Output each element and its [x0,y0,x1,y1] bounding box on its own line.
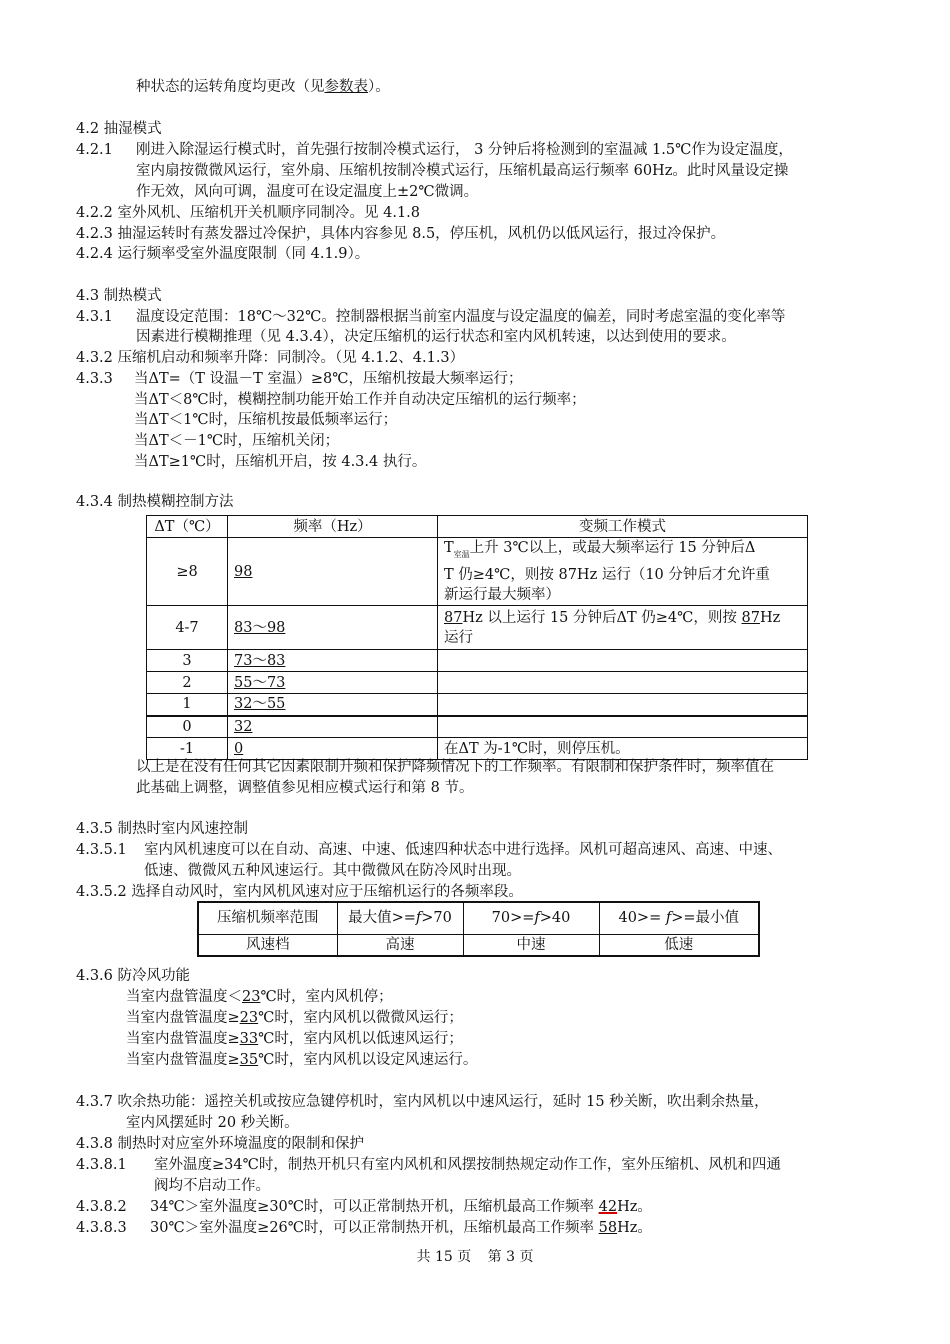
para-4-3-8-2-num: 4.3.8.2 [76,1199,127,1215]
range-var: f [534,910,540,927]
intro-text-end: ）。 [368,79,390,95]
para-4-3-3-line1: 当ΔT=（T 设温－T 室温）≥8℃，压缩机按最大频率运行； [134,371,523,387]
table-note-line1: 以上是在没有任何其它因素限制升频和保护降频情况下的工作频率。有限制和保护条件时，频率值在 [136,759,774,775]
para-4-3-4-title: 4.3.4 制热模糊控制方法 [76,494,234,510]
cell-mode [438,538,808,606]
mode-value: 87 [444,609,463,626]
cell-frequency-range-label: 压缩机频率范围 [198,902,337,934]
para-4-3-3-line3: 当ΔT＜1℃时，压缩机按最低频率运行； [134,412,398,428]
table-note-line2: 此基础上调整，调整值参见相应模式运行和第 8 节。 [136,780,474,796]
section-4-3-8-title: 4.3.8 制热时对应室外环境温度的限制和保护 [76,1136,365,1152]
cell-delta-t: 0 [147,716,228,738]
cell-range-mid [463,902,599,934]
table-header-row [147,516,808,538]
section-4-2-title: 4.2 抽湿模式 [76,121,162,137]
para-4-3-1-line1: 温度设定范围：18℃～32℃。控制器根据当前室内温度与设定温度的偏差，同时考虑室温的变化率等 [136,309,786,325]
cell-frequency [228,538,438,606]
frequency-value: 83～98 [234,619,286,636]
cell-mode [438,716,808,738]
range-text: >=最小值 [671,910,740,927]
frequency-value: 32～55 [234,696,286,713]
mode-value: 87 [741,609,760,626]
para-4-3-7-line1: 4.3.7 吹余热功能：遥控关机或按应急键停机时，室内风机以中速风运行，延时 15 秒关断，吹出剩余热量， [76,1094,769,1110]
cell-speed-high: 高速 [337,934,463,956]
anti-cold-line3 [126,1029,463,1050]
freq-value: 42 [598,1199,618,1215]
fan-speed-table [197,901,760,957]
range-text: 40>= [618,910,666,927]
para-4-3-8-1-line2: 阀均不启动工作。 [154,1178,270,1194]
temp-value: 23 [239,1010,259,1026]
cell-mode [438,694,808,716]
frequency-value: 73～83 [234,652,286,669]
para-4-3-3-line4: 当ΔT＜－1℃时，压缩机关闭； [134,433,340,449]
line-text: 当室内盘管温度＜ [126,989,242,1005]
line-text: ℃时，室内风机以设定风速运行。 [258,1052,478,1068]
line-text: 当室内盘管温度≥ [126,1010,240,1026]
mode-subscript: 室温 [453,550,470,559]
frequency-value: 55～73 [234,674,286,691]
cell-frequency [228,606,438,650]
para-4-3-5-1-num: 4.3.5.1 [76,842,127,858]
mode-text: T [444,540,454,556]
range-var: f [415,910,422,927]
section-4-3-6-title: 4.3.6 防冷风功能 [76,968,191,984]
para-4-3-5-2: 4.3.5.2 选择自动风时，室内风机风速对应于压缩机运行的各频率段。 [76,884,523,900]
cell-frequency [228,650,438,672]
mode-text: Hz [759,609,781,626]
para-4-3-1-num: 4.3.1 [76,309,113,325]
section-4-3-5-title: 4.3.5 制热时室内风速控制 [76,821,249,837]
para-4-2-1-num: 4.2.1 [76,142,113,158]
para-4-2-1-line2: 室内扇按微微风运行，室外扇、压缩机按制冷模式运行，压缩机最高运行频率 60Hz。此时风量设定操 [136,163,789,179]
cell-delta-t: 3 [147,650,228,672]
fuzzy-control-table [146,515,808,760]
cell-delta-t: -1 [147,738,228,760]
cell-speed-low: 低速 [599,934,759,956]
range-var: f [665,910,672,927]
intro-line [136,77,390,98]
section-4-3-title: 4.3 制热模式 [76,288,162,304]
cell-delta-t: ≥8 [147,538,228,606]
cell-speed-mid: 中速 [463,934,599,956]
para-4-3-8-3-text [150,1218,652,1239]
header-frequency: 频率（Hz） [228,516,438,538]
page-footer [0,1247,950,1268]
para-4-3-2: 4.3.2 压缩机启动和频率升降：同制冷。（见 4.1.2、4.1.3） [76,350,465,366]
range-text: 70>= [491,910,535,927]
line-text: 30℃＞室外温度≥26℃时，可以正常制热开机，压缩机最高工作频率 [150,1220,599,1236]
table-row [147,538,808,606]
line-text: 当室内盘管温度≥ [126,1052,240,1068]
anti-cold-line2 [126,1008,463,1029]
line-text: 34℃＞室外温度≥30℃时，可以正常制热开机，压缩机最高工作频率 [150,1199,599,1215]
table-row [147,672,808,694]
cell-frequency [228,672,438,694]
para-4-2-1-line1: 刚进入除湿运行模式时，首先强行按制冷模式运行， 3 分钟后将检测到的室温减 1.5℃作为设定温度， [136,142,793,158]
para-4-3-8-1-line1: 室外温度≥34℃时，制热开机只有室内风机和风摆按制热规定动作工作，室外压缩机、风机和四通 [154,1157,781,1173]
para-4-3-8-2-text [150,1197,652,1218]
temp-value: 35 [239,1052,259,1068]
cell-mode [438,672,808,694]
line-text: ℃时，室内风机停； [260,989,393,1005]
para-4-3-3-line5: 当ΔT≥1℃时，压缩机开启，按 4.3.4 执行。 [134,454,427,470]
para-4-2-2: 4.2.2 室外风机、压缩机开关机顺序同制冷。见 4.1.8 [76,205,421,221]
intro-text: 种状态的运转角度均更改（见 [136,79,325,95]
para-4-2-1-line3: 作无效，风向可调，温度可在设定温度上±2℃微调。 [136,184,479,200]
range-text: >40 [539,910,571,927]
cell-delta-t: 1 [147,694,228,716]
para-4-2-3: 4.2.3 抽湿运转时有蒸发器过冷保护，具体内容参见 8.5，停压机，风机仍以低风运行，报过冷保护。 [76,226,726,242]
line-text: Hz。 [617,1199,652,1215]
line-text: Hz。 [617,1220,652,1236]
para-4-2-4: 4.2.4 运行频率受室外温度限制（同 4.1.9）。 [76,246,370,262]
para-4-3-5-1-line1: 室内风机速度可以在自动、高速、中速、低速四种状态中进行选择。风机可超高速风、高速、中速、 [144,842,782,858]
cell-range-low [599,902,759,934]
fan-table-row-range [198,902,759,934]
table-row [147,694,808,716]
cell-range-high [337,902,463,934]
cell-mode [438,606,808,650]
para-4-3-8-3-num: 4.3.8.3 [76,1220,127,1236]
mode-text-line2: 运行 [444,629,473,646]
current-page: 第 3 页 [487,1249,534,1265]
fan-table-row-speed [198,934,759,956]
header-delta-t: ΔT（℃） [147,516,228,538]
para-4-3-1-line2: 因素进行模糊推理（见 4.3.4），决定压缩机的运行状态和室内风机转速，以达到使用的要求。 [136,329,736,345]
table-row [147,606,808,650]
temp-value: 33 [239,1031,259,1047]
anti-cold-line4 [126,1050,477,1071]
header-mode: 变频工作模式 [438,516,808,538]
temp-value: 23 [242,989,261,1005]
para-4-3-8-1-num: 4.3.8.1 [76,1157,127,1173]
para-4-3-3-num: 4.3.3 [76,371,113,387]
para-4-3-7-line2: 室内风摆延时 20 秒关断。 [126,1115,299,1131]
line-text: ℃时，室内风机以微微风运行； [258,1010,463,1026]
freq-value: 58 [598,1220,618,1236]
mode-text: Hz 以上运行 15 分钟后ΔT 仍≥4℃，则按 [462,609,742,626]
range-text: 最大值>= [348,910,416,927]
cell-mode: 在ΔT 为-1℃时，则停压机。 [438,738,808,760]
cell-frequency [228,694,438,716]
line-text: 当室内盘管温度≥ [126,1031,240,1047]
mode-text-line2: T 仍≥4℃，则按 87Hz 运行（10 分钟后才允许重 [444,567,770,583]
cell-delta-t: 2 [147,672,228,694]
para-4-3-3-line2: 当ΔT＜8℃时，模糊控制功能开始工作并自动决定压缩机的运行频率； [134,392,586,408]
parameter-table-link[interactable]: 参数表 [324,79,368,95]
para-4-3-5-1-line2: 低速、微微风五种风速运行。其中微微风在防冷风时出现。 [144,863,521,879]
cell-mode [438,650,808,672]
total-pages: 共 15 页 [416,1249,472,1265]
cell-delta-t: 4-7 [147,606,228,650]
frequency-value: 0 [234,740,244,757]
cell-fan-speed-label: 风速档 [198,934,337,956]
table-row [147,716,808,738]
frequency-value: 98 [234,563,253,580]
cell-frequency [228,716,438,738]
mode-text-line3: 新运行最大频率） [444,587,560,603]
frequency-value: 32 [234,718,253,735]
anti-cold-line1 [126,987,393,1008]
mode-text: 上升 3℃以上，或最大频率运行 15 分钟后Δ [469,540,756,556]
table-row [147,650,808,672]
line-text: ℃时，室内风机以低速风运行； [258,1031,463,1047]
range-text: >70 [421,910,452,927]
